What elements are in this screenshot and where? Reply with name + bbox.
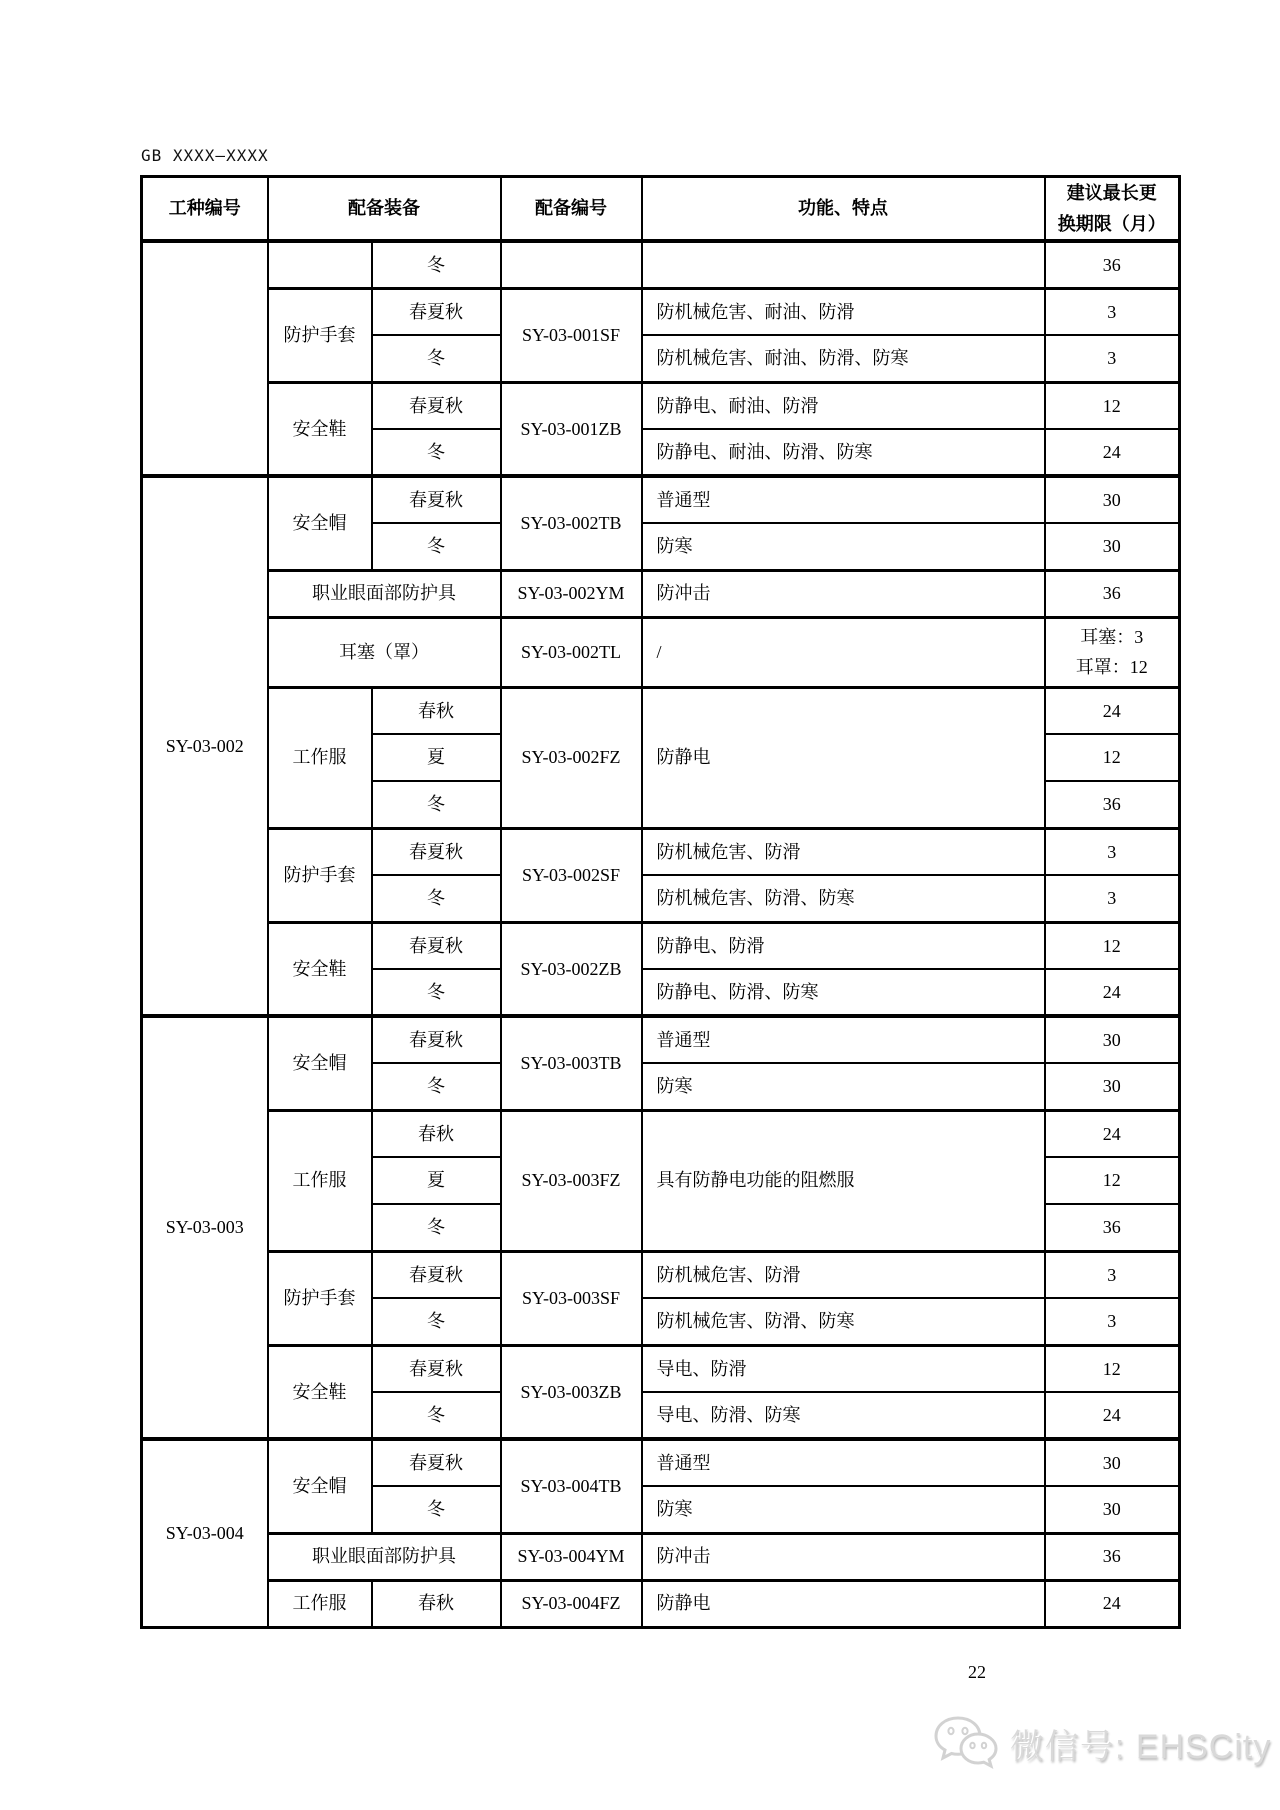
period-cell: 3 [1045,1251,1180,1298]
feature-cell: 防机械危害、防滑 [642,1251,1045,1298]
code-cell: SY-03-002ZB [501,922,642,1016]
period-cell: 12 [1045,1345,1180,1392]
period-cell [1045,617,1180,687]
table-row [142,1580,1180,1627]
season-cell: 冬 [372,1063,501,1110]
feature-cell: 导电、防滑、防寒 [642,1392,1045,1439]
feature-cell: 防静电 [642,687,1045,828]
ppe-table [140,175,1181,1629]
header-equip-code: 配备编号 [501,177,642,242]
header-period [1045,177,1180,242]
feature-cell: 防机械危害、防滑、防寒 [642,875,1045,922]
season-cell: 春夏秋 [372,922,501,969]
page-number: 22 [968,1662,986,1682]
period-cell: 3 [1045,875,1180,922]
header-period-line2: 换期限（月） [1057,213,1166,234]
feature-cell: 防寒 [642,1486,1045,1533]
header-equipment: 配备装备 [268,177,501,242]
season-cell: 春夏秋 [372,1251,501,1298]
code-cell: SY-03-002YM [501,570,642,617]
table-row [142,922,1180,969]
feature-cell: 防机械危害、防滑、防寒 [642,1298,1045,1345]
season-cell: 冬 [372,335,501,382]
period-cell: 24 [1045,969,1180,1016]
period-cell: 24 [1045,1110,1180,1157]
season-cell: 春夏秋 [372,288,501,335]
table-row [142,570,1180,617]
season-cell: 春夏秋 [372,1016,501,1063]
table-row [142,1110,1180,1157]
equipment-cell: 工作服 [268,1110,372,1251]
period-cell: 36 [1045,1204,1180,1251]
feature-cell: 导电、防滑 [642,1345,1045,1392]
season-cell: 冬 [372,429,501,476]
code-cell: SY-03-003ZB [501,1345,642,1439]
season-cell: 春秋 [372,1110,501,1157]
equipment-cell: 安全帽 [268,476,372,570]
period-cell: 12 [1045,922,1180,969]
code-cell: SY-03-002SF [501,828,642,922]
season-cell: 春夏秋 [372,828,501,875]
period-cell: 30 [1045,1439,1180,1486]
feature-cell: 防静电、耐油、防滑、防寒 [642,429,1045,476]
header-row [142,177,1180,242]
feature-cell: 防静电、防滑、防寒 [642,969,1045,1016]
season-cell: 夏 [372,1157,501,1204]
equipment-cell: 工作服 [268,687,372,828]
table-row [142,288,1180,335]
code-cell: SY-03-001ZB [501,382,642,476]
feature-cell: 防寒 [642,1063,1045,1110]
equipment-cell [268,241,372,288]
code-cell [501,241,642,288]
watermark-text: 微信号: EHSCity [1010,1727,1272,1766]
code-cell: SY-03-003FZ [501,1110,642,1251]
job-code-cell [142,241,268,476]
code-cell: SY-03-001SF [501,288,642,382]
equipment-cell: 工作服 [268,1580,372,1627]
period-cell: 24 [1045,1392,1180,1439]
equipment-cell: 防护手套 [268,828,372,922]
header-period-line1: 建议最长更 [1066,183,1157,203]
feature-cell: 防静电 [642,1580,1045,1627]
season-cell: 冬 [372,1204,501,1251]
period-cell: 3 [1045,335,1180,382]
feature-cell: 防冲击 [642,570,1045,617]
code-cell: SY-03-002TL [501,617,642,687]
header-job-code: 工种编号 [142,177,268,242]
period-cell: 36 [1045,570,1180,617]
period-cell: 3 [1045,288,1180,335]
equipment-cell: 防护手套 [268,288,372,382]
period-cell: 3 [1045,828,1180,875]
season-cell: 冬 [372,523,501,570]
season-cell: 春夏秋 [372,382,501,429]
equipment-cell: 安全鞋 [268,1345,372,1439]
period-cell: 12 [1045,734,1180,781]
period-cell: 36 [1045,781,1180,828]
period-cell: 30 [1045,1016,1180,1063]
season-cell: 冬 [372,241,501,288]
code-cell: SY-03-003TB [501,1016,642,1110]
equipment-cell: 职业眼面部防护具 [268,1533,501,1580]
season-cell: 冬 [372,781,501,828]
table-row [142,828,1180,875]
period-line1: 耳塞：3 [1080,626,1144,647]
period-cell: 36 [1045,241,1180,288]
job-code-cell: SY-03-003 [142,1016,268,1439]
equipment-cell: 安全鞋 [268,922,372,1016]
job-code-cell: SY-03-004 [142,1439,268,1627]
season-cell: 春夏秋 [372,1345,501,1392]
wechat-icon [932,1714,1000,1772]
season-cell: 春秋 [372,1580,501,1627]
period-cell: 12 [1045,382,1180,429]
table-row [142,382,1180,429]
season-cell: 冬 [372,1486,501,1533]
equipment-cell: 安全帽 [268,1016,372,1110]
season-cell: 夏 [372,734,501,781]
feature-cell [642,241,1045,288]
job-code-cell: SY-03-002 [142,476,268,1016]
table-row [142,617,1180,687]
table-row [142,687,1180,734]
period-cell: 30 [1045,476,1180,523]
period-line2: 耳罩：12 [1075,657,1148,678]
feature-cell: 普通型 [642,1439,1045,1486]
equipment-cell: 安全帽 [268,1439,372,1533]
code-cell: SY-03-004FZ [501,1580,642,1627]
season-cell: 冬 [372,875,501,922]
equipment-cell: 防护手套 [268,1251,372,1345]
table-row [142,476,1180,523]
code-cell: SY-03-004YM [501,1533,642,1580]
feature-cell: 普通型 [642,1016,1045,1063]
table-row [142,1251,1180,1298]
watermark [932,1714,1271,1772]
table-row [142,1533,1180,1580]
feature-cell: 防寒 [642,523,1045,570]
period-cell: 30 [1045,523,1180,570]
doc-code: GB XXXX—XXXX [141,146,269,165]
equipment-cell: 职业眼面部防护具 [268,570,501,617]
season-cell: 冬 [372,969,501,1016]
code-cell: SY-03-002TB [501,476,642,570]
period-cell: 24 [1045,429,1180,476]
season-cell: 春夏秋 [372,1439,501,1486]
period-cell: 30 [1045,1486,1180,1533]
period-cell: 3 [1045,1298,1180,1345]
season-cell: 春秋 [372,687,501,734]
season-cell: 冬 [372,1298,501,1345]
feature-cell: 防机械危害、防滑 [642,828,1045,875]
table-row [142,1439,1180,1486]
period-cell: 36 [1045,1533,1180,1580]
feature-cell: 防静电、耐油、防滑 [642,382,1045,429]
season-cell: 冬 [372,1392,501,1439]
feature-cell: 防静电、防滑 [642,922,1045,969]
period-cell: 30 [1045,1063,1180,1110]
header-features: 功能、特点 [642,177,1045,242]
equipment-cell: 安全鞋 [268,382,372,476]
feature-cell: 普通型 [642,476,1045,523]
feature-cell: 防机械危害、耐油、防滑、防寒 [642,335,1045,382]
equipment-cell: 耳塞（罩） [268,617,501,687]
season-cell: 春夏秋 [372,476,501,523]
period-cell: 24 [1045,687,1180,734]
table-row [142,1345,1180,1392]
feature-cell: / [642,617,1045,687]
table-row [142,241,1180,288]
feature-cell: 具有防静电功能的阻燃服 [642,1110,1045,1251]
period-cell: 24 [1045,1580,1180,1627]
feature-cell: 防机械危害、耐油、防滑 [642,288,1045,335]
code-cell: SY-03-004TB [501,1439,642,1533]
code-cell: SY-03-002FZ [501,687,642,828]
period-cell: 12 [1045,1157,1180,1204]
code-cell: SY-03-003SF [501,1251,642,1345]
feature-cell: 防冲击 [642,1533,1045,1580]
table-row [142,1016,1180,1063]
